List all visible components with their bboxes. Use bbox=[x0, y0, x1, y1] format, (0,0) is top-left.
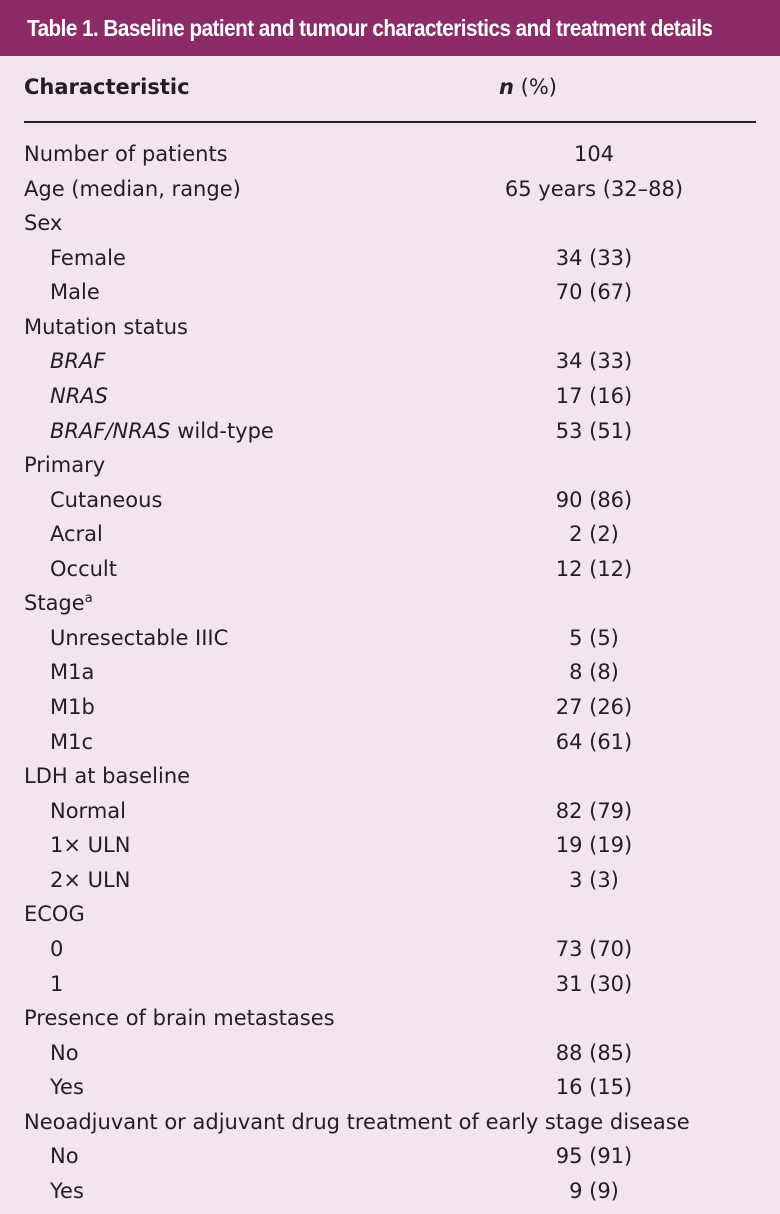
row-value: 95 (91) bbox=[555, 1144, 633, 1169]
row-label-text: LDH at baseline bbox=[24, 764, 191, 789]
row-label bbox=[50, 379, 108, 413]
table-row bbox=[24, 172, 756, 207]
row-value: 82 (79) bbox=[555, 798, 633, 823]
row-label bbox=[24, 448, 105, 482]
row-value: 27 (26) bbox=[555, 695, 633, 719]
row-value: 19 (19) bbox=[555, 833, 633, 858]
row-label bbox=[24, 1105, 690, 1139]
row-label bbox=[24, 759, 190, 793]
row-label bbox=[50, 863, 130, 897]
row-label-text: Stage bbox=[24, 591, 85, 616]
row-label bbox=[50, 794, 126, 828]
row-label-text: 0 bbox=[50, 936, 64, 961]
row-label bbox=[24, 586, 93, 620]
row-label-italic: NRAS bbox=[50, 383, 108, 408]
table-row bbox=[24, 725, 756, 760]
table-row bbox=[24, 932, 756, 967]
table-row bbox=[24, 1001, 756, 1036]
row-label-text: Female bbox=[50, 245, 126, 270]
row-label-text: 1 bbox=[50, 971, 64, 996]
row-label bbox=[24, 897, 85, 931]
row-value: 17 (16) bbox=[555, 383, 633, 408]
row-value: 90 (86) bbox=[555, 487, 633, 512]
row-label bbox=[50, 1174, 84, 1208]
row-value: 8 (8) bbox=[569, 660, 619, 685]
row-label bbox=[50, 655, 94, 689]
row-label-text: 2× ULN bbox=[50, 867, 131, 892]
row-label-text: Normal bbox=[50, 798, 126, 823]
row-value: 12 (12) bbox=[555, 556, 633, 581]
row-label bbox=[50, 1036, 79, 1070]
row-value: 53 (51) bbox=[555, 418, 633, 443]
table-row bbox=[24, 448, 756, 483]
row-label-text: Primary bbox=[24, 453, 106, 478]
row-label bbox=[50, 241, 126, 275]
table-row bbox=[24, 897, 756, 932]
row-label bbox=[24, 206, 62, 240]
row-label-text: Occult bbox=[50, 556, 117, 581]
row-value: 88 (85) bbox=[555, 1040, 633, 1065]
row-label-text: Yes bbox=[50, 1178, 84, 1203]
row-label bbox=[50, 483, 162, 517]
table-header bbox=[24, 72, 756, 112]
table-row bbox=[24, 206, 756, 241]
row-label-italic: BRAF bbox=[50, 349, 106, 374]
row-label-italic: BRAF/NRAS bbox=[50, 418, 171, 443]
column-header-n: n bbox=[499, 75, 514, 99]
table-row bbox=[24, 517, 756, 552]
footnote-marker: a bbox=[84, 591, 93, 607]
row-value: 64 (61) bbox=[555, 729, 633, 754]
row-label-text: Neoadjuvant or adjuvant drug treatment of early stage disease bbox=[24, 1109, 690, 1134]
table-row bbox=[24, 863, 756, 898]
row-value: 34 (33) bbox=[555, 349, 633, 374]
row-label-text: No bbox=[50, 1040, 79, 1065]
column-header-n-percent bbox=[499, 75, 557, 99]
row-label-text: Cutaneous bbox=[50, 487, 163, 512]
row-value: 5 (5) bbox=[569, 625, 619, 650]
row-label bbox=[50, 1139, 79, 1173]
row-label bbox=[50, 552, 117, 586]
table-row bbox=[24, 690, 756, 725]
row-label-text: Male bbox=[50, 280, 100, 305]
row-value: 70 (67) bbox=[555, 280, 633, 305]
table-title-text: Table 1. Baseline patient and tumour characteristics and treatment details bbox=[27, 15, 713, 41]
table-row bbox=[24, 1174, 756, 1209]
table-row bbox=[24, 1036, 756, 1071]
row-label-text: Unresectable IIIC bbox=[50, 625, 229, 650]
row-label bbox=[50, 517, 103, 551]
row-label bbox=[50, 1070, 84, 1104]
table-row bbox=[24, 379, 756, 414]
table-row bbox=[24, 1139, 756, 1174]
table-row bbox=[24, 275, 756, 310]
row-label bbox=[50, 725, 93, 759]
table-row bbox=[24, 655, 756, 690]
row-value: 2 (2) bbox=[569, 522, 619, 547]
row-label-text: ECOG bbox=[24, 902, 85, 927]
row-label-text: 1× ULN bbox=[50, 833, 131, 858]
row-label bbox=[50, 621, 228, 655]
table-row bbox=[24, 552, 756, 587]
row-value: 31 (30) bbox=[555, 971, 633, 996]
row-label-text: Sex bbox=[24, 211, 63, 236]
table-row bbox=[24, 241, 756, 276]
table-row bbox=[24, 137, 756, 172]
row-value: 34 (33) bbox=[555, 245, 633, 270]
row-label bbox=[24, 137, 228, 171]
table-row bbox=[24, 344, 756, 379]
row-label bbox=[50, 690, 95, 724]
row-value: 16 (15) bbox=[555, 1075, 633, 1100]
table-body bbox=[24, 137, 756, 1208]
table-row bbox=[24, 483, 756, 518]
table-row bbox=[24, 1105, 756, 1140]
row-label-text: wild-type bbox=[170, 418, 274, 443]
row-value: 104 bbox=[573, 142, 615, 166]
column-header-percent: (%) bbox=[513, 75, 557, 99]
table-title bbox=[0, 0, 780, 56]
row-label bbox=[50, 932, 63, 966]
table-row bbox=[24, 1070, 756, 1105]
row-value: 65 years (32–88) bbox=[504, 176, 684, 201]
row-label bbox=[50, 967, 63, 1001]
table-row bbox=[24, 759, 756, 794]
row-label-text: Age (median, range) bbox=[24, 176, 241, 201]
row-label-text: Number of patients bbox=[24, 142, 228, 166]
row-value: 9 (9) bbox=[569, 1178, 619, 1203]
row-label bbox=[24, 172, 241, 206]
row-label-text: Presence of brain metastases bbox=[24, 1006, 335, 1031]
table-row bbox=[24, 310, 756, 345]
header-divider bbox=[24, 121, 756, 123]
row-value: 3 (3) bbox=[569, 867, 619, 892]
row-value: 73 (70) bbox=[555, 936, 633, 961]
row-label bbox=[24, 310, 188, 344]
table-row bbox=[24, 621, 756, 656]
row-label-text: No bbox=[50, 1144, 79, 1169]
row-label-text: M1b bbox=[50, 695, 95, 719]
table-row bbox=[24, 794, 756, 829]
row-label bbox=[50, 275, 100, 309]
row-label bbox=[50, 344, 105, 378]
row-label-text: M1c bbox=[50, 729, 94, 754]
row-label-text: Acral bbox=[50, 522, 103, 547]
row-label bbox=[50, 414, 274, 448]
table-row bbox=[24, 414, 756, 449]
row-label-text: Mutation status bbox=[24, 314, 188, 339]
row-label-text: M1a bbox=[50, 660, 95, 685]
row-label bbox=[50, 828, 130, 862]
table-row bbox=[24, 586, 756, 621]
row-label bbox=[24, 1001, 335, 1035]
column-header-characteristic: Characteristic bbox=[24, 75, 190, 99]
table-row bbox=[24, 967, 756, 1002]
row-label-text: Yes bbox=[50, 1075, 84, 1100]
table-row bbox=[24, 828, 756, 863]
